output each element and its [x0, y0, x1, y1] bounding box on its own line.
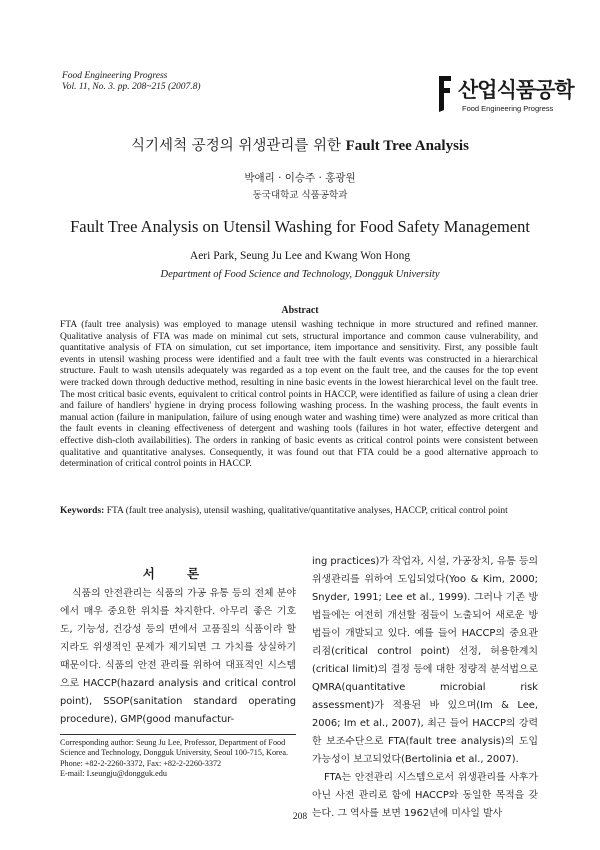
- journal-name: Food Engineering Progress: [62, 71, 168, 81]
- affiliation-korean: 동국대학교 식품공학과: [252, 190, 348, 201]
- keywords: [60, 506, 538, 518]
- logo-mark-icon: [436, 74, 456, 114]
- korean-title: [0, 134, 600, 155]
- body-right-column-paragraph-1: ing practices)가 작업자, 시설, 가공장치, 유통 등의 위생관리를 위하여 도입되었다(Yoo & Kim, 2000; Snyder, 1991; Lee et al., 1999). 그러나 기존 방법들에는 여전히 개선할 점들이 노출되어 새로운 방법들이 개발되고 있다. 예를 들어 HACCP의 중요관리점(critical control point) 선정, 허용한계치(critical limit)의 결정 등에 대한 정량적 분석법으로 QMRA(quantitative microbial risk assessment)가 적용된 바 있으며(Im & Lee, 2006; Im et al., 2007), 최근 들어 HACCP의 강력한 보조수단으로 FTA(fault tree analysis)의 도입 가능성이 보고되었다(Bertolinia et al., 2007).: [312, 556, 538, 765]
- keywords-text: FTA (fault tree analysis), utensil washing, qualitative/quantitative analyses, HACCP, critical control point: [106, 506, 508, 516]
- abstract-text: FTA (fault tree analysis) was employed to manage utensil washing technique in more structured and refined manner. Qualitative analysis of FTA was made on minimal cut sets, structural importance and common cause vulnerability, and quantitative analysis of FTA on simulation, cut set importance, item importance and sensitivity. First, any possible fault events in utensil washing process were identified and a fault tree with the fault events was constructed in a hierarchical structure. Fault to wash utensils adequately was regarded as a top event on the fault tree, and the causes for the top event were tracked down through deductive method, resulting in nine basic events in the lowest hierarchical level on the fault tree. The most critical basic events, equivalent to critical control points in HACCP, were identified as failure of using a clean drier and failure of handlers' hygiene in drying process following washing process. In the washing process, the fault events in manual action (failure in manipulation, failure of using enough water and washing time) were analyzed as more critical than the fault events in cleaning effectiveness of detergent and washing tools (failures in hot water, effective detergent and effective dish-cloth availabilities). The orders in ranking of basic events as critical control points were consistent between qualitative and quantitative analyses. Consequently, it was found out that FTA could be a good alternative approach to determination of critical control points in HACCP.: [60, 320, 538, 470]
- page-number: 208: [292, 812, 308, 822]
- abstract-heading: Abstract: [281, 305, 319, 316]
- journal-header: [62, 71, 201, 93]
- corresponding-author-footnote: [60, 738, 296, 779]
- section-heading-introduction: 서 론: [142, 566, 214, 581]
- authors-english: Aeri Park, Seung Ju Lee and Kwang Won Hong: [189, 250, 411, 262]
- footnote-author: Corresponding author: Seung Ju Lee, Professor, Department of Food Science and Technology, Dongguk University, Seoul 100-715, Korea.: [60, 738, 289, 758]
- english-title: Fault Tree Analysis on Utensil Washing for Food Safety Management: [70, 217, 530, 236]
- footnote-divider: [60, 734, 296, 735]
- keywords-label: Keywords:: [60, 506, 105, 516]
- journal-logo: [436, 74, 574, 118]
- body-right-column-paragraph-2: FTA는 안전관리 시스템으로서 위생관리를 사후가 아닌 사전 관리로 함에 HACCP와 동일한 목적을 갖는다. 그 역사를 보면 1962년에 미사일 발사: [312, 772, 538, 819]
- logo-english-text: Food Engineering Progress: [462, 104, 554, 113]
- authors-korean: 박애리 · 이승주 · 홍광원: [244, 172, 356, 184]
- footnote-phone: Phone: +82-2-2260-3372, Fax: +82-2-2260-3372: [60, 758, 222, 768]
- body-left-column: 식품의 안전관리는 식품의 가공 유통 등의 전체 분야에서 매우 중요한 위치를 차지한다. 아무리 좋은 기호도, 기능성, 건강성 등의 면에서 고품질의 식품이라 할지라도 위생적인 문제가 제기되면 그 가치를 상실하기 때문이다. 식품의 안전 관리를 위하여 대표적인 시스템으로 HACCP(hazard analysis and critical control point), SSOP(sanitation standard operating procedure), GMP(good manufactur-: [60, 588, 296, 725]
- logo-korean-text: 산업식품공학: [458, 78, 574, 102]
- footnote-email: E-mail: I.seungju@dongguk.edu: [60, 768, 167, 778]
- affiliation-english: Department of Food Science and Technology, Dongguk University: [160, 269, 440, 280]
- journal-volume: Vol. 11, No. 3. pp. 208~215 (2007.8): [62, 82, 201, 92]
- korean-title-text: 식기세척 공정의 위생관리를 위한: [131, 138, 346, 154]
- korean-title-english-part: Fault Tree Analysis: [345, 138, 469, 154]
